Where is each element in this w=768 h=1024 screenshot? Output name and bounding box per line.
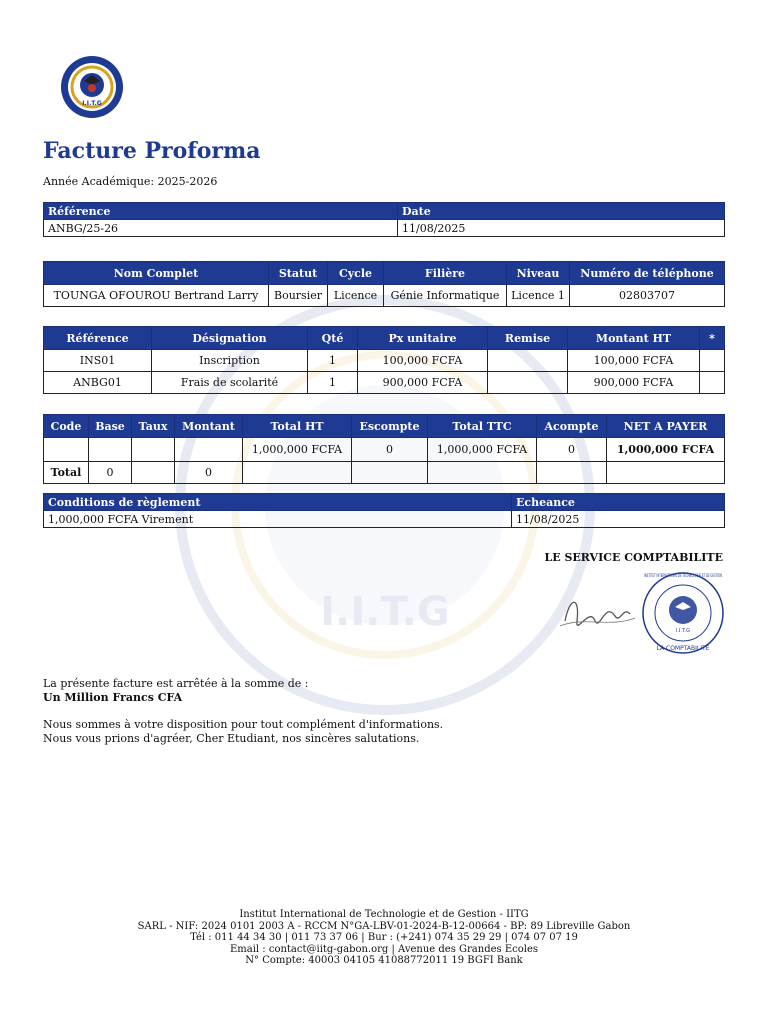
- totals-empty: [243, 462, 352, 484]
- totals-empty: [428, 462, 537, 484]
- totals-base-sum: 0: [89, 462, 132, 484]
- col-telephone: Numéro de téléphone: [570, 262, 725, 285]
- reference-table: [43, 202, 725, 237]
- col-reference: Référence: [44, 327, 152, 350]
- col-code: Code: [44, 415, 89, 438]
- table-row: [44, 350, 725, 372]
- accounting-stamp: [555, 566, 725, 661]
- item-discount: [488, 350, 568, 372]
- item-unit-price: 900,000 FCFA: [358, 372, 488, 394]
- totals-label: Total: [44, 462, 89, 484]
- col-designation: Désignation: [152, 327, 308, 350]
- col-remise: Remise: [488, 327, 568, 350]
- student-cycle: Licence: [328, 285, 384, 307]
- student-table: [43, 261, 725, 307]
- conditions-value: 1,000,000 FCFA Virement: [44, 511, 512, 528]
- col-qte: Qté: [308, 327, 358, 350]
- item-star: [700, 350, 725, 372]
- col-taux: Taux: [132, 415, 175, 438]
- item-ref: INS01: [44, 350, 152, 372]
- iitg-logo: [60, 55, 124, 119]
- col-total-ht: Total HT: [243, 415, 352, 438]
- page-title: Facture Proforma: [43, 138, 261, 164]
- closing-line-3: Nous sommes à votre disposition pour tout complément d'informations.: [43, 718, 444, 731]
- stamp-bottom-text: LA COMPTABILITE: [656, 645, 710, 652]
- item-amount: 900,000 FCFA: [568, 372, 700, 394]
- reference-header: Référence: [44, 203, 398, 220]
- item-designation: Inscription: [152, 350, 308, 372]
- conditions-table: [43, 493, 725, 528]
- item-amount: 100,000 FCFA: [568, 350, 700, 372]
- totals-acompte: 0: [537, 438, 607, 462]
- totals-escompte: 0: [352, 438, 428, 462]
- col-px-unitaire: Px unitaire: [358, 327, 488, 350]
- col-montant-ht: Montant HT: [568, 327, 700, 350]
- stamp-ring-text: INSTITUT INTERNATIONAL DE TECHNOLOGIE ET DE GESTION: [644, 573, 722, 578]
- col-base: Base: [89, 415, 132, 438]
- footer-line-3: Tél : 011 44 34 30 | 011 73 37 06 | Bur : (+241) 074 35 29 29 | 074 07 07 19: [190, 932, 578, 943]
- footer-line-1: Institut International de Technologie et de Gestion - IITG: [239, 909, 529, 920]
- col-filiere: Filière: [384, 262, 507, 285]
- col-cycle: Cycle: [328, 262, 384, 285]
- table-row: [44, 462, 725, 484]
- totals-base: [89, 438, 132, 462]
- student-status: Boursier: [269, 285, 328, 307]
- echeance-value: 11/08/2025: [512, 511, 725, 528]
- totals-empty: [607, 462, 725, 484]
- reference-value: ANBG/25-26: [44, 220, 398, 237]
- logo-label: I.I.T.G: [82, 100, 102, 107]
- items-table: [43, 326, 725, 394]
- col-montant: Montant: [175, 415, 243, 438]
- footer-line-5: N° Compte: 40003 04105 41088772011 19 BGFI Bank: [245, 955, 523, 966]
- col-total-ttc: Total TTC: [428, 415, 537, 438]
- table-row: [44, 285, 725, 307]
- totals-net-a-payer: 1,000,000 FCFA: [607, 438, 725, 462]
- closing-text: [43, 677, 443, 746]
- totals-montant: [175, 438, 243, 462]
- conditions-header: Conditions de règlement: [44, 494, 512, 511]
- item-designation: Frais de scolarité: [152, 372, 308, 394]
- student-name: TOUNGA OFOUROU Bertrand Larry: [44, 285, 269, 307]
- table-row: [44, 438, 725, 462]
- footer-line-4: Email : contact@iitg-gabon.org | Avenue des Grandes Ecoles: [229, 943, 539, 955]
- closing-line-4: Nous vous prions d'agréer, Cher Etudiant, nos sincères salutations.: [43, 732, 420, 745]
- watermark-label: I.I.T.G: [320, 589, 450, 635]
- footer-line-2: SARL - NIF: 2024 0101 2003 A - RCCM N°GA-LBV-01-2024-B-12-00664 - BP: 89 Libreville Gabon: [137, 920, 631, 932]
- item-ref: ANBG01: [44, 372, 152, 394]
- academic-year: Année Académique: 2025-2026: [43, 175, 218, 188]
- date-header: Date: [398, 203, 725, 220]
- student-filiere: Génie Informatique: [384, 285, 507, 307]
- col-escompte: Escompte: [352, 415, 428, 438]
- col-nom-complet: Nom Complet: [44, 262, 269, 285]
- item-star: [700, 372, 725, 394]
- totals-total-ttc: 1,000,000 FCFA: [428, 438, 537, 462]
- col-net-a-payer: NET A PAYER: [607, 415, 725, 438]
- item-qty: 1: [308, 372, 358, 394]
- col-star: *: [700, 327, 725, 350]
- col-statut: Statut: [269, 262, 328, 285]
- totals-empty: [537, 462, 607, 484]
- totals-table: [43, 414, 725, 484]
- service-label: LE SERVICE COMPTABILITE: [544, 551, 723, 564]
- col-acompte: Acompte: [537, 415, 607, 438]
- footer: [0, 909, 768, 967]
- student-level: Licence 1: [507, 285, 570, 307]
- item-unit-price: 100,000 FCFA: [358, 350, 488, 372]
- closing-line-1: La présente facture est arrêtée à la somme de :: [43, 677, 309, 690]
- item-discount: [488, 372, 568, 394]
- student-phone: 02803707: [570, 285, 725, 307]
- stamp-center-label: I.I.T.G: [675, 628, 691, 634]
- table-row: [44, 372, 725, 394]
- totals-montant-sum: 0: [175, 462, 243, 484]
- totals-taux: [132, 438, 175, 462]
- col-niveau: Niveau: [507, 262, 570, 285]
- date-value: 11/08/2025: [398, 220, 725, 237]
- echeance-header: Echeance: [512, 494, 725, 511]
- item-qty: 1: [308, 350, 358, 372]
- amount-in-words: Un Million Francs CFA: [43, 691, 183, 704]
- totals-code: [44, 438, 89, 462]
- totals-taux-sum: [132, 462, 175, 484]
- totals-empty: [352, 462, 428, 484]
- totals-total-ht: 1,000,000 FCFA: [243, 438, 352, 462]
